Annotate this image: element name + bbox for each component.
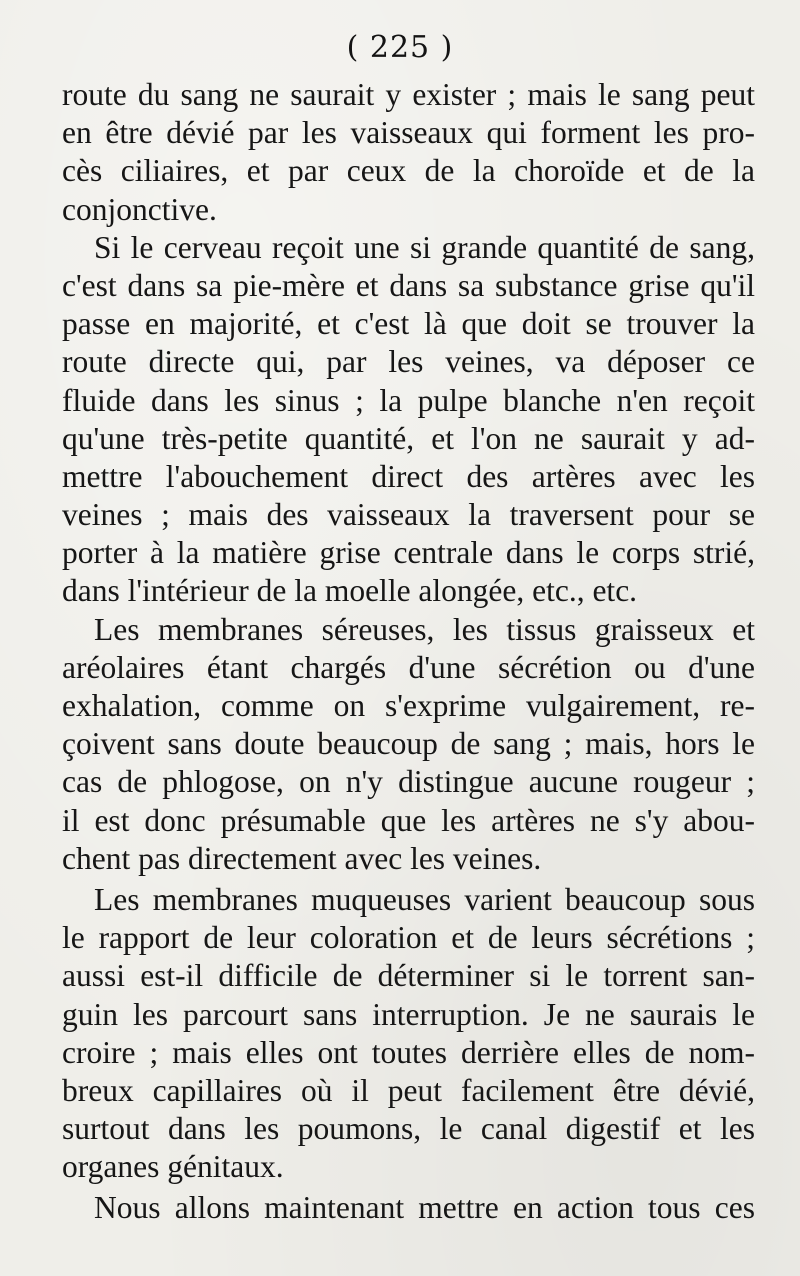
text-line: route directe qui, par les veines, va déposer ce [62, 344, 755, 380]
paragraph-3 [62, 611, 755, 878]
text-line: guin les parcourt sans interruption. Je ne saurais le [62, 996, 755, 1032]
text-line: Les membranes muqueuses varient beaucoup sous [94, 881, 755, 917]
text-line: organes génitaux. [62, 1149, 284, 1185]
text-line: Si le cerveau reçoit une si grande quantité de sang, [94, 229, 755, 265]
text-line: chent pas directement avec les veines. [62, 840, 542, 876]
text-line: cas de phlogose, on n'y distingue aucune rougeur ; [62, 764, 755, 800]
text-line: surtout dans les poumons, le canal digestif et les [62, 1111, 755, 1147]
paragraph-1 [62, 76, 755, 229]
paragraph-4 [62, 881, 755, 1187]
text-line: qu'une très-petite quantité, et l'on ne saurait y ad- [62, 420, 755, 456]
text-line: en être dévié par les vaisseaux qui forment les pro- [62, 115, 755, 151]
body-text [62, 76, 755, 1228]
text-line: Les membranes séreuses, les tissus graisseux et [94, 611, 755, 647]
text-line: fluide dans les sinus ; la pulpe blanche n'en reçoit [62, 382, 755, 418]
text-line: çoivent sans doute beaucoup de sang ; mais, hors le [62, 726, 755, 762]
text-line: breux capillaires où il peut facilement être dévié, [62, 1072, 755, 1108]
text-line: aussi est-il difficile de déterminer si le torrent san- [62, 958, 755, 994]
text-line: le rapport de leur coloration et de leurs sécrétions ; [62, 920, 755, 956]
text-line: cès ciliaires, et par ceux de la choroïde et de la [62, 153, 755, 189]
text-line: conjonctive. [62, 191, 217, 227]
paragraph-5 [62, 1189, 755, 1227]
text-line: route du sang ne saurait y exister ; mais le sang peut [62, 77, 755, 112]
text-line: mettre l'abouchement direct des artères avec les [62, 458, 755, 494]
text-line: c'est dans sa pie-mère et dans sa substance grise qu'il [62, 267, 755, 303]
text-line: exhalation, comme on s'exprime vulgairement, re- [62, 688, 755, 723]
paragraph-2 [62, 229, 755, 611]
text-line: croire ; mais elles ont toutes derrière elles de nom- [62, 1034, 755, 1070]
text-line: aréolaires étant chargés d'une sécrétion ou d'une [62, 649, 755, 685]
text-line: porter à la matière grise centrale dans le corps strié, [62, 535, 755, 571]
page-number: ( 225 ) [346, 30, 454, 65]
text-line: passe en majorité, et c'est là que doit se trouver la [62, 306, 755, 342]
text-line: dans l'intérieur de la moelle alongée, etc., etc. [62, 573, 638, 609]
text-line: il est donc présumable que les artères ne s'y abou- [62, 802, 755, 838]
text-line: veines ; mais des vaisseaux la traversent pour se [62, 497, 755, 533]
text-line: Nous allons maintenant mettre en action tous ces [94, 1190, 755, 1226]
